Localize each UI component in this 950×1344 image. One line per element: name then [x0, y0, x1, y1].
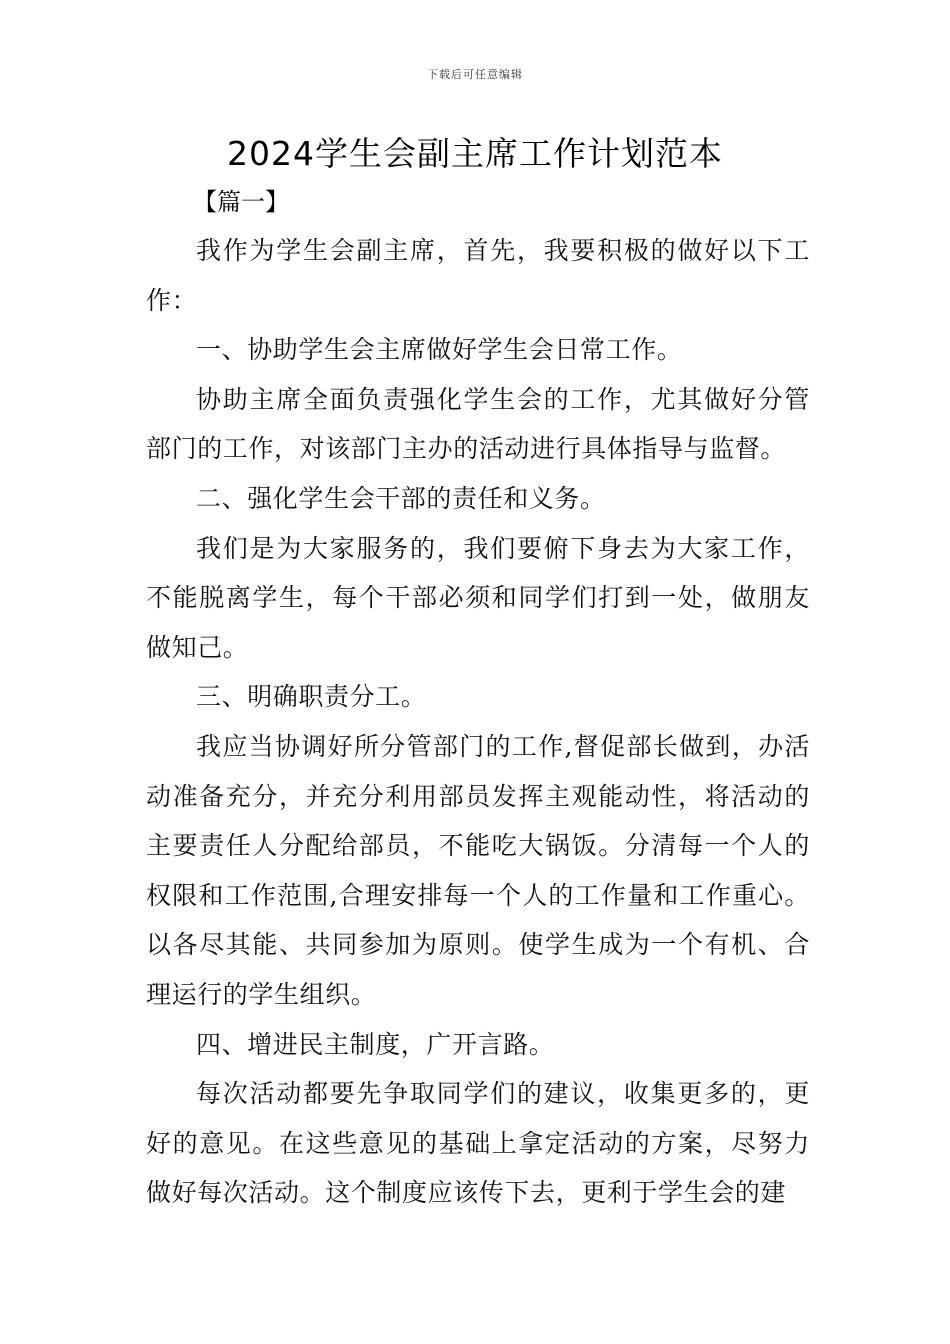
paragraph-assist-chair: 协助主席全面负责强化学生会的工作，尤其做好分管部门的工作，对该部门主办的活动进行具体指导与监督。 [146, 384, 810, 464]
section-label: 【篇一】 [193, 188, 289, 216]
header-note: 下载后可任意编辑 [427, 68, 523, 81]
paragraph-heading-2: 二、强化学生会干部的责任和义务。 [196, 483, 606, 513]
paragraph-duties: 我应当协调好所分管部门的工作,督促部长做到，办活动准备充分，并充分利用部员发挥主观能动性，将活动的主要责任人分配给部员，不能吃大锅饭。分清每一个人的权限和工作范围,合理安排每一个人的工作量和工作重心。以各尽其能、共同参加为原则。使学生成为一个有机、合理运行的学生组织。 [146, 731, 810, 1009]
paragraph-heading-3: 三、明确职责分工。 [196, 682, 427, 712]
paragraph-serve-students: 我们是为大家服务的，我们要俯下身去为大家工作，不能脱离学生，每个干部必须和同学们打到一处，做朋友做知己。 [146, 533, 810, 662]
paragraph-intro: 我作为学生会副主席，首先，我要积极的做好以下工作： [146, 236, 810, 315]
paragraph-democracy: 每次活动都要先争取同学们的建议，收集更多的，更好的意见。在这些意见的基础上拿定活动的方案，尽努力做好每次活动。这个制度应该传下去，更利于学生会的建 [146, 1079, 810, 1208]
paragraph-heading-1: 一、协助学生会主席做好学生会日常工作。 [196, 335, 683, 365]
document-body [146, 226, 810, 1218]
paragraph-heading-4: 四、增进民主制度，广开言路。 [196, 1029, 555, 1059]
document-title: 2024学生会副主席工作计划范本 [227, 134, 723, 173]
